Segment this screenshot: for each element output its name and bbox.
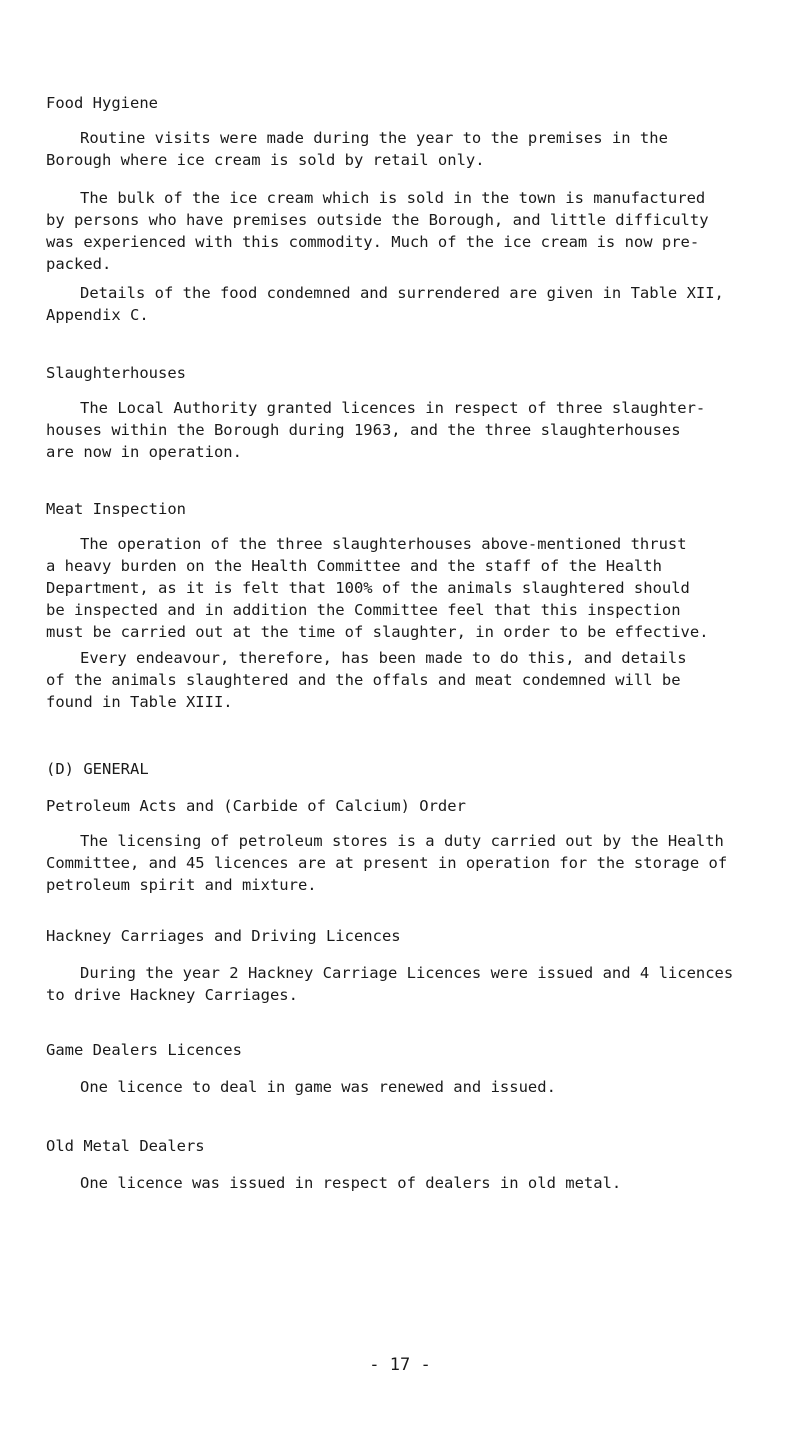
paragraph-food-hygiene-3 xyxy=(46,282,792,326)
text-line: petroleum spirit and mixture. xyxy=(46,876,317,894)
heading-food-hygiene: Food Hygiene xyxy=(46,94,158,112)
text-line: be inspected and in addition the Committee feel that this inspection xyxy=(46,601,681,619)
text-line: Every endeavour, therefore, has been made to do this, and details xyxy=(80,649,687,667)
paragraph-game-1 xyxy=(80,1076,792,1098)
text-line: The operation of the three slaughterhouses above-mentioned thrust xyxy=(80,535,687,553)
heading-game-dealers: Game Dealers Licences xyxy=(46,1041,242,1059)
text-line: must be carried out at the time of slaughter, in order to be effective. xyxy=(46,623,709,641)
text-line: Department, as it is felt that 100% of the animals slaughtered should xyxy=(46,579,690,597)
heading-petroleum: Petroleum Acts and (Carbide of Calcium) Order xyxy=(46,797,466,815)
paragraph-food-hygiene-2 xyxy=(46,187,792,275)
heading-old-metal-dealers: Old Metal Dealers xyxy=(46,1137,205,1155)
text-line: a heavy burden on the Health Committee and the staff of the Health xyxy=(46,557,662,575)
paragraph-slaughterhouses-1 xyxy=(46,397,792,463)
text-line: houses within the Borough during 1963, and the three slaughterhouses xyxy=(46,421,681,439)
text-line: packed. xyxy=(46,255,112,273)
heading-hackney-carriages: Hackney Carriages and Driving Licences xyxy=(46,927,401,945)
text-line: Details of the food condemned and surrendered are given in Table XII, xyxy=(80,284,724,302)
text-line: The Local Authority granted licences in respect of three slaughter- xyxy=(80,399,706,417)
heading-meat-inspection: Meat Inspection xyxy=(46,500,186,518)
text-line: Routine visits were made during the year to the premises in the xyxy=(80,129,668,147)
text-line: One licence to deal in game was renewed and issued. xyxy=(80,1078,556,1096)
heading-slaughterhouses: Slaughterhouses xyxy=(46,364,186,382)
text-line: was experienced with this commodity. Much of the ice cream is now pre- xyxy=(46,233,700,251)
paragraph-petroleum-1 xyxy=(46,830,792,896)
text-line: One licence was issued in respect of dealers in old metal. xyxy=(80,1174,622,1192)
text-line: The bulk of the ice cream which is sold in the town is manufactured xyxy=(80,189,706,207)
heading-general: (D) GENERAL xyxy=(46,760,149,778)
paragraph-old-metal-1 xyxy=(80,1172,792,1194)
paragraph-hackney-1 xyxy=(46,962,792,1006)
text-line: to drive Hackney Carriages. xyxy=(46,986,298,1004)
text-line: found in Table XIII. xyxy=(46,693,233,711)
text-line: are now in operation. xyxy=(46,443,242,461)
paragraph-food-hygiene-1 xyxy=(46,127,792,171)
text-line: of the animals slaughtered and the offals and meat condemned will be xyxy=(46,671,681,689)
text-line: Committee, and 45 licences are at present in operation for the storage of xyxy=(46,854,728,872)
text-line: The licensing of petroleum stores is a duty carried out by the Health xyxy=(80,832,724,850)
paragraph-meat-inspection-1 xyxy=(46,533,792,643)
paragraph-meat-inspection-2 xyxy=(46,647,792,713)
text-line: Borough where ice cream is sold by retail only. xyxy=(46,151,485,169)
page-number: - 17 - xyxy=(369,1355,431,1375)
text-line: by persons who have premises outside the Borough, and little difficulty xyxy=(46,211,709,229)
text-line: During the year 2 Hackney Carriage Licences were issued and 4 licences xyxy=(80,964,734,982)
text-line: Appendix C. xyxy=(46,306,149,324)
